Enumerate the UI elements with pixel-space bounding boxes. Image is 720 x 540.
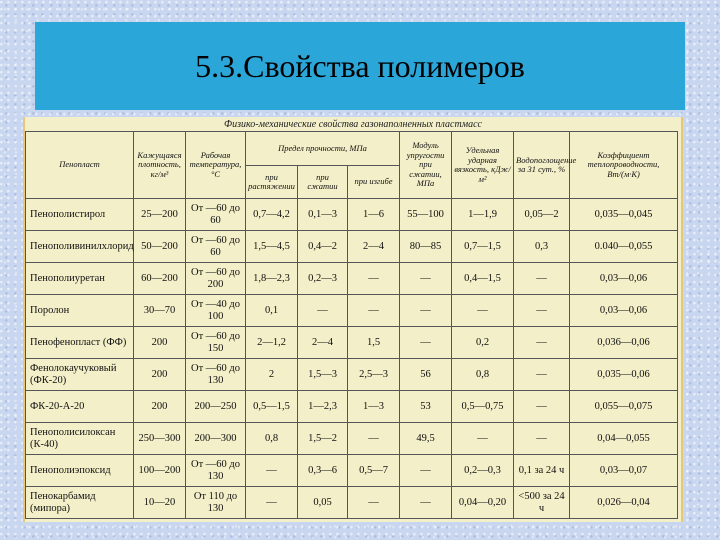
- header-water: Водопоглощение за 31 сут., %: [514, 132, 570, 199]
- header-tension: при растяжении: [246, 166, 298, 199]
- table-cell: 0,7—1,5: [452, 231, 514, 263]
- table-cell: 200: [134, 327, 186, 359]
- table-cell: —: [514, 423, 570, 455]
- table-cell: Пенополиэпоксид: [26, 455, 134, 487]
- table-cell: 0,5—1,5: [246, 391, 298, 423]
- table-cell: 1,8—2,3: [246, 263, 298, 295]
- table-cell: 0,2—3: [298, 263, 348, 295]
- table-cell: От —60 до 150: [186, 327, 246, 359]
- table-cell: От —40 до 100: [186, 295, 246, 327]
- table-cell: От —60 до 130: [186, 455, 246, 487]
- table-cell: Фенолокаучуковый (ФК-20): [26, 359, 134, 391]
- table-cell: Пенополисилоксан (К-40): [26, 423, 134, 455]
- table-cell: —: [298, 295, 348, 327]
- header-strength-group: Предел прочности, МПа: [246, 132, 400, 166]
- table-cell: 0,05—2: [514, 199, 570, 231]
- table-cell: 2—1,2: [246, 327, 298, 359]
- scanned-table-image: [23, 117, 683, 522]
- table-row: [26, 199, 678, 231]
- table-row: [26, 359, 678, 391]
- table-cell: 0,03—0,07: [570, 455, 678, 487]
- table-row: [26, 423, 678, 455]
- table-cell: —: [514, 391, 570, 423]
- table-cell: 1,5—2: [298, 423, 348, 455]
- table-cell: 0,036—0,06: [570, 327, 678, 359]
- table-cell: —: [348, 423, 400, 455]
- table-cell: 1—3: [348, 391, 400, 423]
- header-temp: Рабочая температура, °С: [186, 132, 246, 199]
- table-cell: 0,4—1,5: [452, 263, 514, 295]
- table-cell: 0,3—6: [298, 455, 348, 487]
- table-cell: 0,1 за 24 ч: [514, 455, 570, 487]
- slide-title: 5.3.Свойства полимеров: [195, 47, 525, 84]
- table-cell: —: [400, 327, 452, 359]
- header-conductivity: Коэффициент теплопроводности, Вт/(м·К): [570, 132, 678, 199]
- table-cell: Пенокарбамид (мипора): [26, 487, 134, 519]
- header-density: Кажущаяся плотность, кг/м³: [134, 132, 186, 199]
- table-body: [26, 199, 678, 519]
- table-cell: 0,03—0,06: [570, 295, 678, 327]
- table-cell: <500 за 24 ч: [514, 487, 570, 519]
- table-row: [26, 391, 678, 423]
- table-cell: 0,3: [514, 231, 570, 263]
- table-cell: 25—200: [134, 199, 186, 231]
- table-cell: 0,04—0,055: [570, 423, 678, 455]
- table-cell: 0,03—0,06: [570, 263, 678, 295]
- table-cell: —: [348, 295, 400, 327]
- table-cell: 0.040—0,055: [570, 231, 678, 263]
- table-cell: От —60 до 60: [186, 231, 246, 263]
- table-row: [26, 295, 678, 327]
- table-cell: 49,5: [400, 423, 452, 455]
- table-cell: 0,8: [452, 359, 514, 391]
- table-cell: 200: [134, 359, 186, 391]
- table-caption: Физико-механические свойства газонаполненных пластмасс: [224, 119, 482, 130]
- table-cell: 1,5: [348, 327, 400, 359]
- table-row: [26, 455, 678, 487]
- table-cell: —: [348, 487, 400, 519]
- table-cell: 1—6: [348, 199, 400, 231]
- table-cell: 0,1—3: [298, 199, 348, 231]
- table-cell: —: [246, 487, 298, 519]
- table-cell: Поролон: [26, 295, 134, 327]
- table-cell: 2—4: [348, 231, 400, 263]
- table-cell: 0,035—0,06: [570, 359, 678, 391]
- table-cell: 60—200: [134, 263, 186, 295]
- table-row: [26, 231, 678, 263]
- table-cell: От —60 до 60: [186, 199, 246, 231]
- table-cell: 55—100: [400, 199, 452, 231]
- table-row: [26, 487, 678, 519]
- table-cell: 0,04—0,20: [452, 487, 514, 519]
- table-cell: От 110 до 130: [186, 487, 246, 519]
- table-cell: —: [400, 487, 452, 519]
- table-cell: —: [514, 327, 570, 359]
- table-cell: 1,5—3: [298, 359, 348, 391]
- table-cell: 0,8: [246, 423, 298, 455]
- slide-title-box: [35, 22, 685, 110]
- table-cell: Пенополивинилхлорид: [26, 231, 134, 263]
- table-cell: 2: [246, 359, 298, 391]
- table-cell: 200—250: [186, 391, 246, 423]
- table-cell: 56: [400, 359, 452, 391]
- table-cell: 50—200: [134, 231, 186, 263]
- table-cell: 0,5—0,75: [452, 391, 514, 423]
- table-cell: —: [452, 423, 514, 455]
- table-cell: 80—85: [400, 231, 452, 263]
- table-cell: 0,4—2: [298, 231, 348, 263]
- header-name: Пенопласт: [26, 132, 134, 199]
- table-cell: 1,5—4,5: [246, 231, 298, 263]
- table-cell: 0,7—4,2: [246, 199, 298, 231]
- table-cell: —: [348, 263, 400, 295]
- table-cell: —: [514, 263, 570, 295]
- table-cell: 10—20: [134, 487, 186, 519]
- table-cell: 1—1,9: [452, 199, 514, 231]
- table-cell: 0,2: [452, 327, 514, 359]
- table-row: [26, 327, 678, 359]
- properties-table: [25, 131, 678, 519]
- table-cell: —: [452, 295, 514, 327]
- table-row: [26, 263, 678, 295]
- table-cell: 250—300: [134, 423, 186, 455]
- table-cell: ФК-20-А-20: [26, 391, 134, 423]
- table-cell: 100—200: [134, 455, 186, 487]
- header-modulus: Модуль упругости при сжатии, МПа: [400, 132, 452, 199]
- table-cell: 2—4: [298, 327, 348, 359]
- table-cell: 0,055—0,075: [570, 391, 678, 423]
- table-cell: —: [246, 455, 298, 487]
- table-cell: 0,2—0,3: [452, 455, 514, 487]
- table-cell: 1—2,3: [298, 391, 348, 423]
- table-cell: 0,5—7: [348, 455, 400, 487]
- table-cell: —: [400, 295, 452, 327]
- table-cell: 0,1: [246, 295, 298, 327]
- table-cell: —: [400, 455, 452, 487]
- header-compression: при сжатии: [298, 166, 348, 199]
- table-cell: От —60 до 200: [186, 263, 246, 295]
- table-cell: —: [514, 295, 570, 327]
- table-cell: Пенополистирол: [26, 199, 134, 231]
- table-cell: 0,026—0,04: [570, 487, 678, 519]
- table-cell: 0,035—0,045: [570, 199, 678, 231]
- table-cell: 0,05: [298, 487, 348, 519]
- table-cell: —: [514, 359, 570, 391]
- table-cell: Пенополиуретан: [26, 263, 134, 295]
- table-cell: Пенофенопласт (ФФ): [26, 327, 134, 359]
- table-cell: 200: [134, 391, 186, 423]
- table-cell: 53: [400, 391, 452, 423]
- header-bending: при изгибе: [348, 166, 400, 199]
- table-cell: 30—70: [134, 295, 186, 327]
- table-cell: —: [400, 263, 452, 295]
- header-impact: Удельная ударная вязкость, кДж/м²: [452, 132, 514, 199]
- table-cell: 2,5—3: [348, 359, 400, 391]
- table-cell: 200—300: [186, 423, 246, 455]
- table-cell: От —60 до 130: [186, 359, 246, 391]
